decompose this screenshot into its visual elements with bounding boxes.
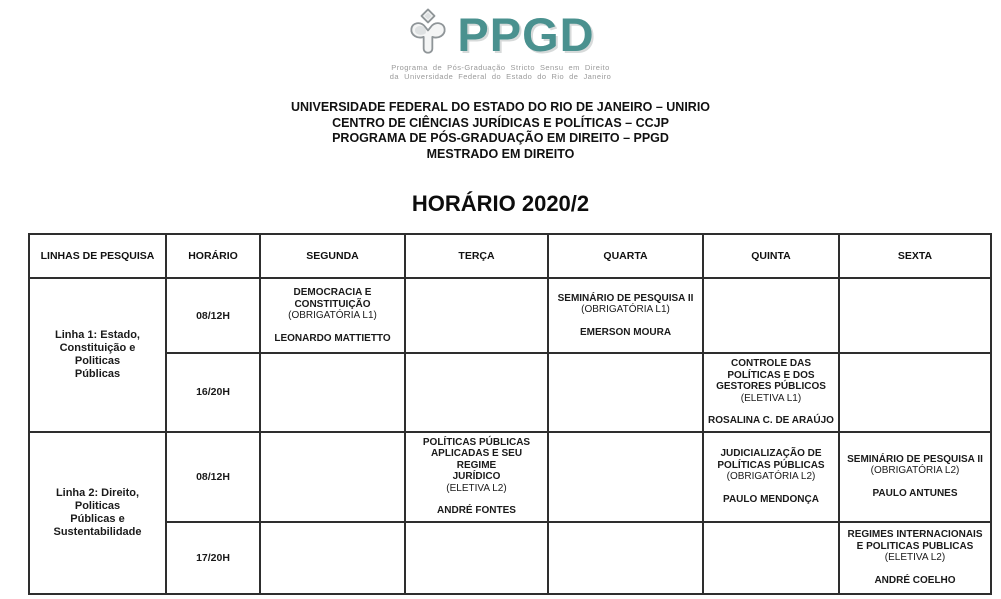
course-title: DEMOCRACIA E CONSTITUIÇÃO [293,287,372,310]
logo-subtitle-line2: da Universidade Federal do Estado do Rio de Janeiro [389,72,612,81]
course-title: SEMINÁRIO DE PESQUISA II [557,292,694,304]
course-title: SEMINÁRIO DE PESQUISA II [847,453,983,465]
schedule-table [28,233,992,595]
unirio-emblem-icon [406,8,450,60]
course-professor: ANDRÉ FONTES [437,505,516,516]
logo-acronym: PPGD [457,7,595,61]
course-type: (OBRIGATÓRIA L2) [726,471,816,482]
header-row [29,234,991,278]
course-type: (OBRIGATÓRIA L1) [581,304,670,316]
empty-cell [405,522,548,594]
empty-cell [548,432,703,522]
time-slot: 17/20H [166,522,260,594]
page-title: HORÁRIO 2020/2 [411,191,590,216]
course-professor: ANDRÉ COELHO [874,574,956,586]
column-header-horario: HORÁRIO [166,234,260,278]
column-header-quarta: QUARTA [548,234,703,278]
time-slot: 08/12H [166,278,260,353]
course-professor: PAULO ANTUNES [872,487,958,499]
course-cell-terca [405,432,548,522]
institution-header [0,100,1001,162]
course-type: (ELETIVA L2) [884,552,946,563]
column-header-terca: TERÇA [405,234,548,278]
table-row [29,278,991,353]
research-line-1-label: Linha 1: Estado, Constituição e Politicas Públicas [29,278,166,432]
course-title: JUDICIALIZAÇÃO DE POLÍTICAS PÚBLICAS [717,448,825,471]
course-cell-segunda [260,278,405,353]
time-slot: 08/12H [166,432,260,522]
logo-subtitle [390,63,611,81]
empty-cell [405,353,548,432]
research-line-2-label: Linha 2: Direito, Politicas Públicas e Sustentabilidade [29,432,166,594]
institution-line-degree: MESTRADO EM DIREITO [426,146,575,161]
course-cell-sexta [839,432,991,522]
empty-cell [839,278,991,353]
empty-cell [548,353,703,432]
course-type: (ELETIVA L1) [740,392,802,404]
empty-cell [405,278,548,353]
logo-row [406,8,594,60]
column-header-sexta: SEXTA [839,234,991,278]
course-professor: PAULO MENDONÇA [723,493,819,505]
course-professor: ROSALINA C. DE ARAÚJO [708,415,834,426]
course-cell-quarta [548,278,703,353]
course-type: (OBRIGATÓRIA L2) [870,465,960,477]
course-cell-quinta [703,432,839,522]
empty-cell [260,522,405,594]
empty-cell [260,353,405,432]
column-header-linhas: LINHAS DE PESQUISA [29,234,166,278]
empty-cell [839,353,991,432]
course-title: REGIMES INTERNACIONAIS E POLITICAS PUBLICAS [847,529,983,552]
course-cell-sexta [839,522,991,594]
course-type: (ELETIVA L2) [446,482,507,494]
institution-line-university: UNIVERSIDADE FEDERAL DO ESTADO DO RIO DE JANEIRO – UNIRIO [290,100,711,114]
empty-cell [703,522,839,594]
course-professor: LEONARDO MATTIETTO [274,332,391,344]
table-row [29,432,991,522]
institution-line-center: CENTRO DE CIÊNCIAS JURÍDICAS E POLÍTICAS – CCJP [332,115,669,130]
course-type: (OBRIGATÓRIA L1) [288,310,377,321]
course-cell-quinta [703,353,839,432]
course-title: CONTROLE DAS POLÍTICAS E DOS GESTORES PÚBLICOS [716,358,826,392]
institution-line-program: PROGRAMA DE PÓS-GRADUAÇÃO EM DIREITO – PPGD [332,131,669,145]
table-row [29,353,991,432]
column-header-segunda: SEGUNDA [260,234,405,278]
course-title: POLÍTICAS PÚBLICAS APLICADAS E SEU REGIME JURÍDICO [422,436,531,482]
course-professor: EMERSON MOURA [579,326,672,338]
column-header-quinta: QUINTA [703,234,839,278]
empty-cell [548,522,703,594]
table-row [29,522,991,594]
ppgd-logo [0,8,1001,81]
empty-cell [260,432,405,522]
empty-cell [703,278,839,353]
time-slot: 16/20H [166,353,260,432]
logo-subtitle-line1: Programa de Pós-Graduação Stricto Sensu em Direito [391,63,610,72]
